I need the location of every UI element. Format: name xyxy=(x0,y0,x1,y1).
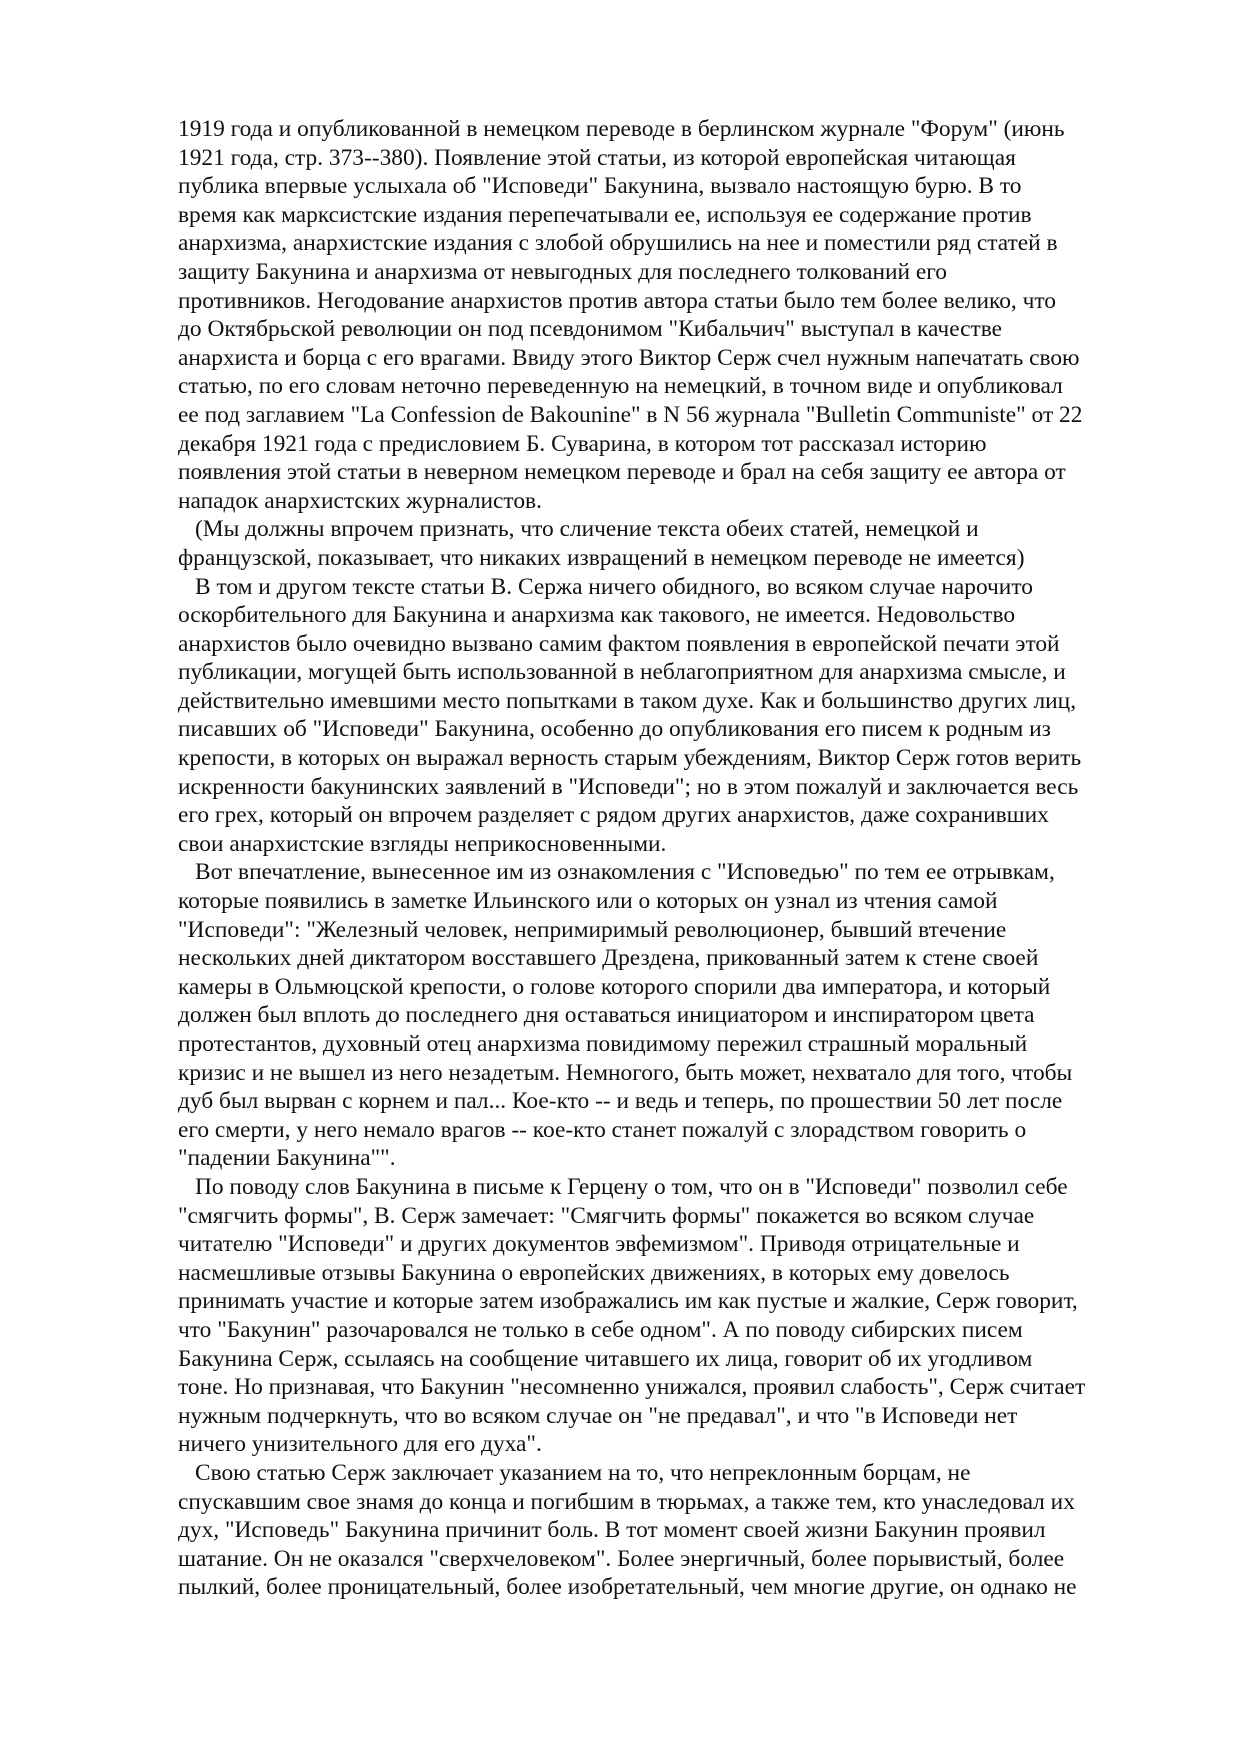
text-line: дуб был вырван с корнем и пал... Кое-кто -- и ведь и теперь, по прошествии 50 лет после xyxy=(178,1088,1063,1115)
text-line: дух, "Исповедь" Бакунина причинит боль. В тот момент своей жизни Бакунин проявил xyxy=(178,1517,1046,1544)
text-line: В том и другом тексте статьи В. Сержа ничего обидного, во всяком случае нарочито xyxy=(195,573,1033,600)
text-line: анархизма, анархистские издания с злобой обрушились на нее и поместили ряд статей в xyxy=(178,230,1058,257)
text-line: которые появились в заметке Ильинского или о которых он узнал из чтения самой xyxy=(178,888,998,915)
text-line: появления этой статьи в неверном немецком переводе и брал на себя защиту ее автора от xyxy=(178,459,1066,486)
text-line: "смягчить формы", В. Серж замечает: "Смягчить формы" покажется во всяком случае xyxy=(178,1202,1035,1229)
text-line: защиту Бакунина и анархизма от невыгодных для последнего толкований его xyxy=(178,258,947,285)
text-line: публикации, могущей быть использованной в неблагоприятном для анархизма смысле, и xyxy=(178,659,1066,686)
text-line: французской, показывает, что никаких извращений в немецком переводе не имеется) xyxy=(178,544,1025,571)
text-line: "Исповеди": "Железный человек, непримиримый революционер, бывший втечение xyxy=(178,916,1007,943)
text-line: По поводу слов Бакунина в письме к Герцену о том, что он в "Исповеди" позволил себе xyxy=(195,1173,1068,1200)
text-line: его грех, который он впрочем разделяет с рядом других анархистов, даже сохранивших xyxy=(178,802,1049,829)
text-line: Бакунина Серж, ссылаясь на сообщение читавшего их лица, говорит об их угодливом xyxy=(178,1345,1033,1372)
text-line: 1919 года и опубликованной в немецком переводе в берлинском журнале "Форум" (июнь xyxy=(178,116,1065,142)
text-line: свои анархистские взгляды неприкосновенными. xyxy=(178,830,667,857)
text-line: принимать участие и которые затем изображались им как пустые и жалкие, Серж говорит, xyxy=(178,1288,1078,1315)
text-line: спускавшим свое знамя до конца и погибшим в тюрьмах, а также тем, кто унаследовал их xyxy=(178,1488,1075,1515)
text-line: анархиста и борца с его врагами. Ввиду этого Виктор Серж счел нужным напечатать свою xyxy=(178,344,1080,371)
text-line: должен был вплоть до последнего дня оставаться инициатором и инспиратором цвета xyxy=(178,1002,1035,1029)
text-line: кризис и не вышел из него незадетым. Немногого, быть может, нехватало для того, чтобы xyxy=(178,1059,1073,1086)
text-line: насмешливые отзывы Бакунина о европейских движениях, в которых ему довелось xyxy=(178,1259,1010,1286)
text-line: до Октябрьской революции он под псевдонимом "Кибальчич" выступал в качестве xyxy=(178,316,1003,343)
text-line: тоне. Но признавая, что Бакунин "несомненно унижался, проявил слабость", Серж считает xyxy=(178,1374,1086,1401)
text-line: камеры в Ольмюцской крепости, о голове которого спорили два императора, и который xyxy=(178,973,1051,1000)
text-line: Свою статью Серж заключает указанием на то, что непреклонным борцам, не xyxy=(195,1459,971,1486)
text-line: крепости, в которых он выражал верность старым убеждениям, Виктор Серж готов верить xyxy=(178,745,1082,772)
text-line: нескольких дней диктатором восставшего Дрездена, прикованный затем к стене своей xyxy=(178,945,1039,972)
text-line: писавших об "Исповеди" Бакунина, особенно до опубликования его писем к родным из xyxy=(178,716,1051,743)
body-text xyxy=(178,115,1160,1602)
text-line: (Мы должны впрочем признать, что сличение текста обеих статей, немецкой и xyxy=(195,516,979,543)
text-line: нужным подчеркнуть, что во всяком случае он "не предавал", и что "в Исповеди нет xyxy=(178,1402,1018,1429)
text-line: оскорбительного для Бакунина и анархизма как такового, не имеется. Недовольство xyxy=(178,602,1016,629)
text-line: декабря 1921 года с предисловием Б. Суварина, в котором тот рассказал историю xyxy=(178,430,987,457)
text-line: время как марксистские издания перепечатывали ее, используя ее содержание против xyxy=(178,201,1032,228)
text-line: статью, по его словам неточно переведенную на немецкий, в точном виде и опубликовал xyxy=(178,373,1063,400)
text-line: что "Бакунин" разочаровался не только в себе одном". А по поводу сибирских писем xyxy=(178,1316,1023,1343)
text-line: анархистов было очевидно вызвано самим фактом появления в европейской печати этой xyxy=(178,630,1060,657)
text-line: действительно имевшими место попытками в таком духе. Как и большинство других лиц, xyxy=(178,687,1077,714)
text-line: противников. Негодование анархистов против автора статьи было тем более велико, что xyxy=(178,287,1056,314)
text-line: его смерти, у него немало врагов -- кое-кто станет пожалуй с злорадством говорить о xyxy=(178,1116,1027,1143)
text-line: нападок анархистских журналистов. xyxy=(178,487,542,514)
text-line: читателю "Исповеди" и других документов эвфемизмом". Приводя отрицательные и xyxy=(178,1231,1020,1258)
text-line: публика впервые услыхала об "Исповеди" Бакунина, вызвало настоящую бурю. В то xyxy=(178,173,1022,200)
text-line: "падении Бакунина"". xyxy=(178,1145,396,1172)
text-line: ничего унизительного для его духа". xyxy=(178,1431,542,1458)
text-line: шатание. Он не оказался "сверхчеловеком". Более энергичный, более порывистый, более xyxy=(178,1545,1065,1572)
text-line: 1921 года, стр. 373--380). Появление этой статьи, из которой европейская читающая xyxy=(178,144,1016,171)
text-line: Вот впечатление, вынесенное им из ознакомления с "Исповедью" по тем ее отрывкам, xyxy=(195,859,1055,886)
text-line: пылкий, более проницательный, более изобретательный, чем многие другие, он однако не xyxy=(178,1574,1077,1601)
text-line: ее под заглавием "La Confession de Bakounine" в N 56 журнала "Bulletin Communiste" от 22 xyxy=(178,401,1083,428)
text-line: протестантов, духовный отец анархизма повидимому пережил страшный моральный xyxy=(178,1031,1028,1057)
text-line: искренности бакунинских заявлений в "Исповеди"; но в этом пожалуй и заключается весь xyxy=(178,773,1079,800)
